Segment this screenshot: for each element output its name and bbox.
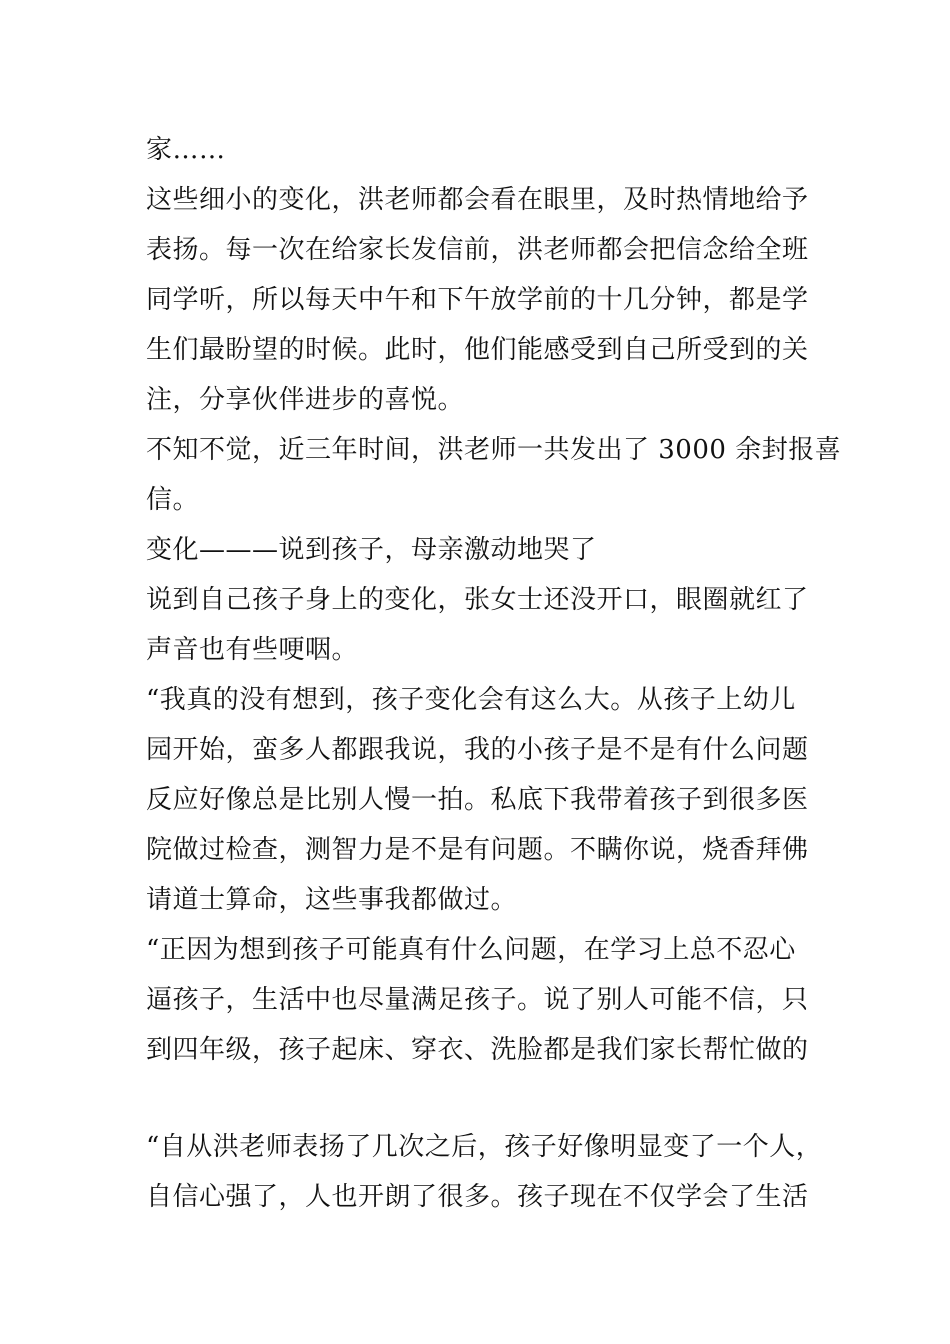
text-line: 声音也有些哽咽。	[146, 635, 359, 665]
text-line: 园开始，蛮多人都跟我说，我的小孩子是不是有什么问题	[146, 735, 809, 765]
text-line: 表扬。每一次在给家长发信前，洪老师都会把信念给全班	[146, 235, 809, 265]
text-line: 信。	[146, 485, 200, 515]
section-heading: 变化———说到孩子，母亲激动地哭了	[146, 535, 597, 565]
text-line: 反应好像总是比别人慢一拍。私底下我带着孩子到很多医	[146, 785, 809, 815]
text-line: 家……	[146, 135, 226, 165]
text-line: 注，分享伙伴进步的喜悦。	[146, 385, 465, 415]
text-line: 同学听，所以每天中午和下午放学前的十几分钟，都是学	[146, 285, 809, 315]
text-line: 生们最盼望的时候。此时，他们能感受到自己所受到的关	[146, 335, 809, 365]
text-line: 院做过检查，测智力是不是有问题。不瞒你说，烧香拜佛	[146, 835, 809, 865]
text-line: 自信心强了，人也开朗了很多。孩子现在不仅学会了生活	[146, 1182, 809, 1212]
text-line: “自从洪老师表扬了几次之后，孩子好像明显变了一个人，	[146, 1132, 823, 1162]
text-line: 请道士算命，这些事我都做过。	[146, 885, 518, 915]
text-line: “正因为想到孩子可能真有什么问题，在学习上总不忍心	[146, 935, 796, 965]
text-line: 这些细小的变化，洪老师都会看在眼里，及时热情地给予	[146, 185, 809, 215]
text-line: 逼孩子，生活中也尽量满足孩子。说了别人可能不信，只	[146, 985, 809, 1015]
text-line: 到四年级，孩子起床、穿衣、洗脸都是我们家长帮忙做的	[146, 1035, 809, 1065]
text-line: “我真的没有想到，孩子变化会有这么大。从孩子上幼儿	[146, 685, 796, 715]
text-line: 不知不觉，近三年时间，洪老师一共发出了 3000 余封报喜	[146, 435, 842, 465]
text-line: 说到自己孩子身上的变化，张女士还没开口，眼圈就红了	[146, 585, 809, 615]
